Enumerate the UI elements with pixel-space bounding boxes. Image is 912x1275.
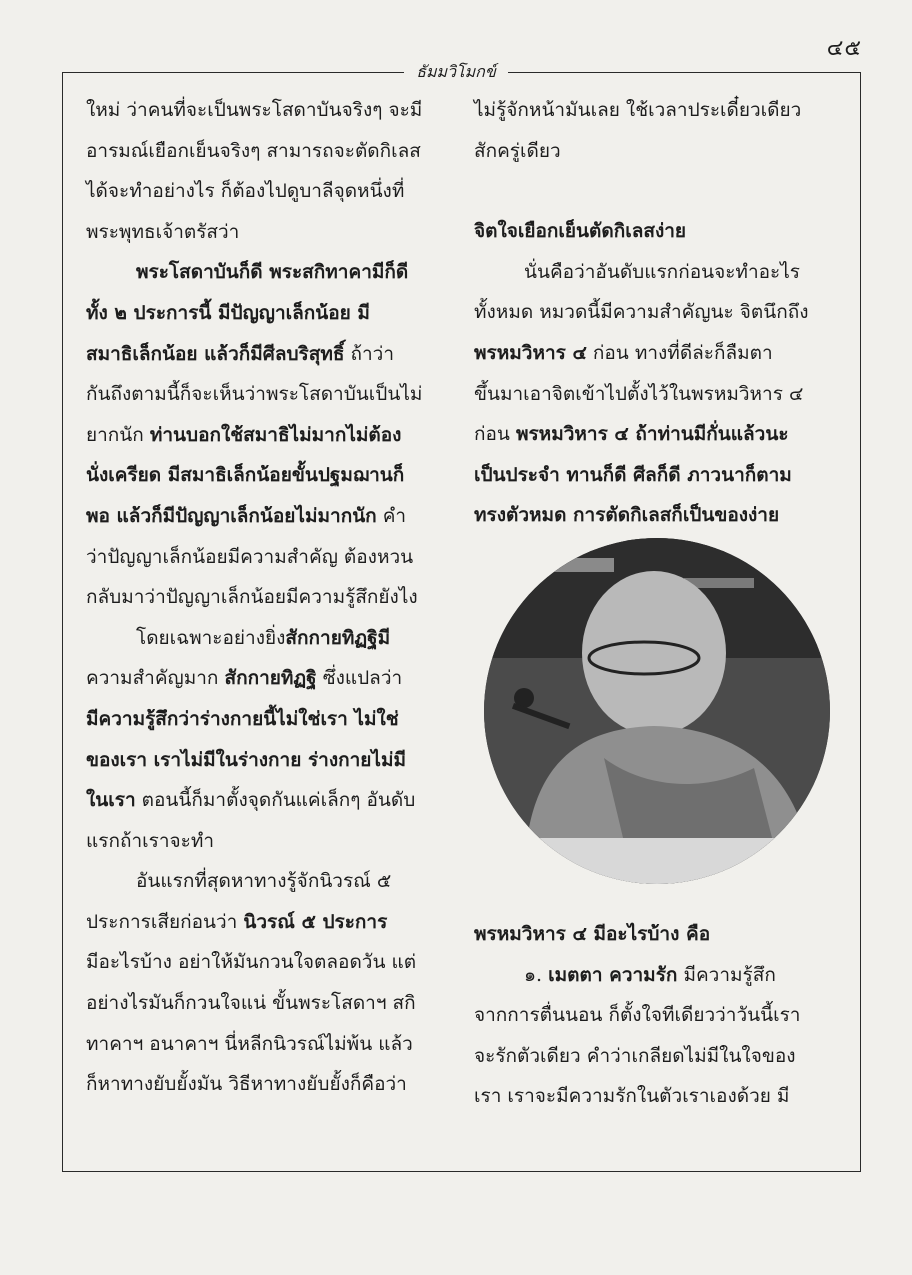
right-column-top: [474, 90, 834, 536]
body-text: ซึ่งแปลว่า: [316, 667, 403, 690]
text-line: [86, 252, 448, 293]
text-line: [86, 577, 448, 618]
text-line: [474, 90, 834, 131]
body-text: กลับมาว่าปัญญาเล็กน้อยมีความรู้สึกยังไง: [86, 586, 418, 609]
page-number: ๔๕: [826, 36, 862, 61]
text-line: [86, 334, 448, 375]
text-line: [86, 780, 448, 821]
bold-text: นั่งเครียด มีสมาธิเล็กน้อยขั้นปฐมฌานก็: [86, 464, 405, 487]
text-line: [474, 455, 834, 496]
text-line: [86, 293, 448, 334]
body-text: ถ้าว่า: [344, 342, 395, 365]
body-text: ทั้งหมด หมวดนี้มีความสำคัญนะ จิตนึกถึง: [474, 301, 809, 324]
body-text: มีอะไรบ้าง อย่าให้มันกวนใจตลอดวัน แต่: [86, 951, 417, 974]
bold-text: มีความรู้สึกว่าร่างกายนี้ไม่ใช่เรา ไม่ใช่: [86, 707, 399, 730]
text-line: [86, 983, 448, 1024]
text-line: [86, 496, 448, 537]
text-line: [474, 1036, 834, 1077]
body-text: จะรักตัวเดียว คำว่าเกลียดไม่มีในใจของ: [474, 1044, 796, 1067]
body-text: โดยเฉพาะอย่างยิ่ง: [136, 626, 286, 649]
text-line: [474, 1076, 834, 1117]
body-text: ขึ้นมาเอาจิตเข้าไปตั้งไว้ในพรหมวิหาร ๔: [474, 382, 804, 405]
body-text: ก็หาทางยับยั้งมัน วิธีหาทางยับยั้งก็คือว่า: [86, 1073, 407, 1096]
bold-text: พรหมวิหาร ๔: [474, 341, 587, 364]
body-text: ตอนนี้ก็มาตั้งจุดกันแค่เล็กๆ อันดับ: [135, 789, 416, 812]
body-text: ๑.: [524, 963, 549, 986]
body-text: ยากนัก: [86, 423, 150, 446]
left-column: [86, 90, 448, 1105]
text-line: [474, 171, 834, 211]
text-line: [86, 699, 448, 740]
bold-text: จิตใจเยือกเย็นตัดกิเลสง่าย: [474, 220, 687, 243]
bold-text: ทั้ง ๒ ประการนี้ มีปัญญาเล็กน้อย มี: [86, 301, 370, 324]
body-text: ประการเสียก่อนว่า: [86, 910, 244, 933]
body-text: ความสำคัญมาก: [86, 667, 225, 690]
body-text: อันแรกที่สุดหาทางรู้จักนิวรณ์ ๕: [136, 870, 392, 893]
bold-text: พระโสดาบันก็ดี พระสกิทาคามีก็ดี: [136, 261, 409, 284]
bold-text: ในเรา: [86, 789, 136, 812]
body-text: กันถึงตามนี้ก็จะเห็นว่าพระโสดาบันเป็นไม่: [86, 383, 423, 406]
bold-text: นิวรณ์ ๕ ประการ: [243, 910, 388, 933]
body-text: อย่างไรมันก็กวนใจแน่ ขั้นพระโสดาฯ สกิ: [86, 992, 416, 1015]
text-line: [474, 914, 834, 955]
text-line: [474, 414, 834, 455]
text-line: [86, 131, 448, 172]
bold-text: สักกายทิฏฐิ: [224, 667, 317, 690]
monk-portrait-photo: [484, 538, 830, 884]
bold-text: พรหมวิหาร ๔ มีอะไรบ้าง คือ: [474, 922, 711, 945]
bold-text: พอ แล้วก็มีปัญญาเล็กน้อยไม่มากนัก: [86, 504, 377, 527]
text-line: [86, 740, 448, 781]
bold-text: ท่านบอกใช้สมาธิไม่มากไม่ต้อง: [149, 423, 402, 446]
bold-text: สักกายทิฏฐิมี: [285, 626, 391, 649]
text-line: [86, 90, 448, 131]
text-line: [474, 333, 834, 374]
text-line: [86, 861, 448, 902]
text-line: [474, 955, 834, 996]
body-text: เรา เราจะมีความรักในตัวเราเองด้วย มี: [474, 1085, 790, 1108]
text-line: [86, 415, 448, 456]
text-line: [86, 902, 448, 943]
body-text: ใหม่ ว่าคนที่จะเป็นพระโสดาบันจริงๆ จะมี: [86, 99, 423, 121]
bold-text: พรหมวิหาร ๔ ถ้าท่านมีกั่นแล้วนะ: [515, 423, 789, 446]
bold-text: สมาธิเล็กน้อย แล้วก็มีศีลบริสุทธิ์: [86, 342, 345, 365]
text-line: [86, 455, 448, 496]
body-text: สักครู่เดียว: [474, 139, 561, 162]
running-head: [0, 60, 912, 85]
text-line: [86, 171, 448, 212]
body-text: มีความรู้สึก: [677, 963, 776, 986]
text-line: [86, 618, 448, 659]
text-line: [86, 537, 448, 578]
text-line: [86, 374, 448, 415]
body-text: อารมณ์เยือกเย็นจริงๆ สามารถจะตัดกิเลส: [86, 139, 421, 162]
body-text: ก่อน ทางที่ดีล่ะก็ลืมตา: [586, 341, 773, 364]
body-text: ก่อน: [474, 423, 516, 446]
body-text: คำ: [376, 504, 407, 527]
text-line: [474, 131, 834, 172]
running-head-text: ธัมมวิโมกข์: [404, 62, 508, 81]
text-line: [86, 212, 448, 253]
text-line: [474, 292, 834, 333]
text-line: [86, 942, 448, 983]
bold-text: เป็นประจำ ทานก็ดี ศีลก็ดี ภาวนาก็ตาม: [474, 463, 792, 486]
body-text: แรกถ้าเราจะทำ: [86, 829, 215, 852]
right-column-bottom: [474, 914, 834, 1117]
body-text: นั่นคือว่าอันดับแรกก่อนจะทำอะไร: [524, 260, 801, 283]
body-text: ว่าปัญญาเล็กน้อยมีความสำคัญ ต้องหวน: [86, 545, 414, 568]
bold-text: ของเรา เราไม่มีในร่างกาย ร่างกายไม่มี: [86, 748, 407, 771]
body-text: ไม่รู้จักหน้ามันเลย ใช้เวลาประเดี๋ยวเดียว: [474, 99, 802, 121]
text-line: [474, 995, 834, 1036]
body-text: ได้จะทำอย่างไร ก็ต้องไปดูบาลีจุดหนึ่งที่: [86, 180, 405, 203]
body-text: ทาคาฯ อนาคาฯ นี่หลีกนิวรณ์ไม่พ้น แล้ว: [86, 1032, 413, 1055]
text-line: [86, 1024, 448, 1065]
text-line: [474, 211, 834, 252]
photo-icon: [484, 538, 830, 884]
text-line: [86, 1064, 448, 1105]
bold-text: ทรงตัวหมด การตัดกิเลสก็เป็นของง่าย: [474, 504, 780, 527]
text-line: [474, 495, 834, 536]
text-line: [474, 252, 834, 293]
body-text: พระพุทธเจ้าตรัสว่า: [86, 220, 240, 243]
right-column: [474, 90, 834, 1117]
text-line: [474, 374, 834, 415]
text-line: [86, 821, 448, 862]
bold-text: เมตตา ความรัก: [548, 963, 678, 986]
body-text: จากการตื่นนอน ก็ตั้งใจทีเดียวว่าวันนี้เรา: [474, 1004, 801, 1027]
text-line: [86, 658, 448, 699]
